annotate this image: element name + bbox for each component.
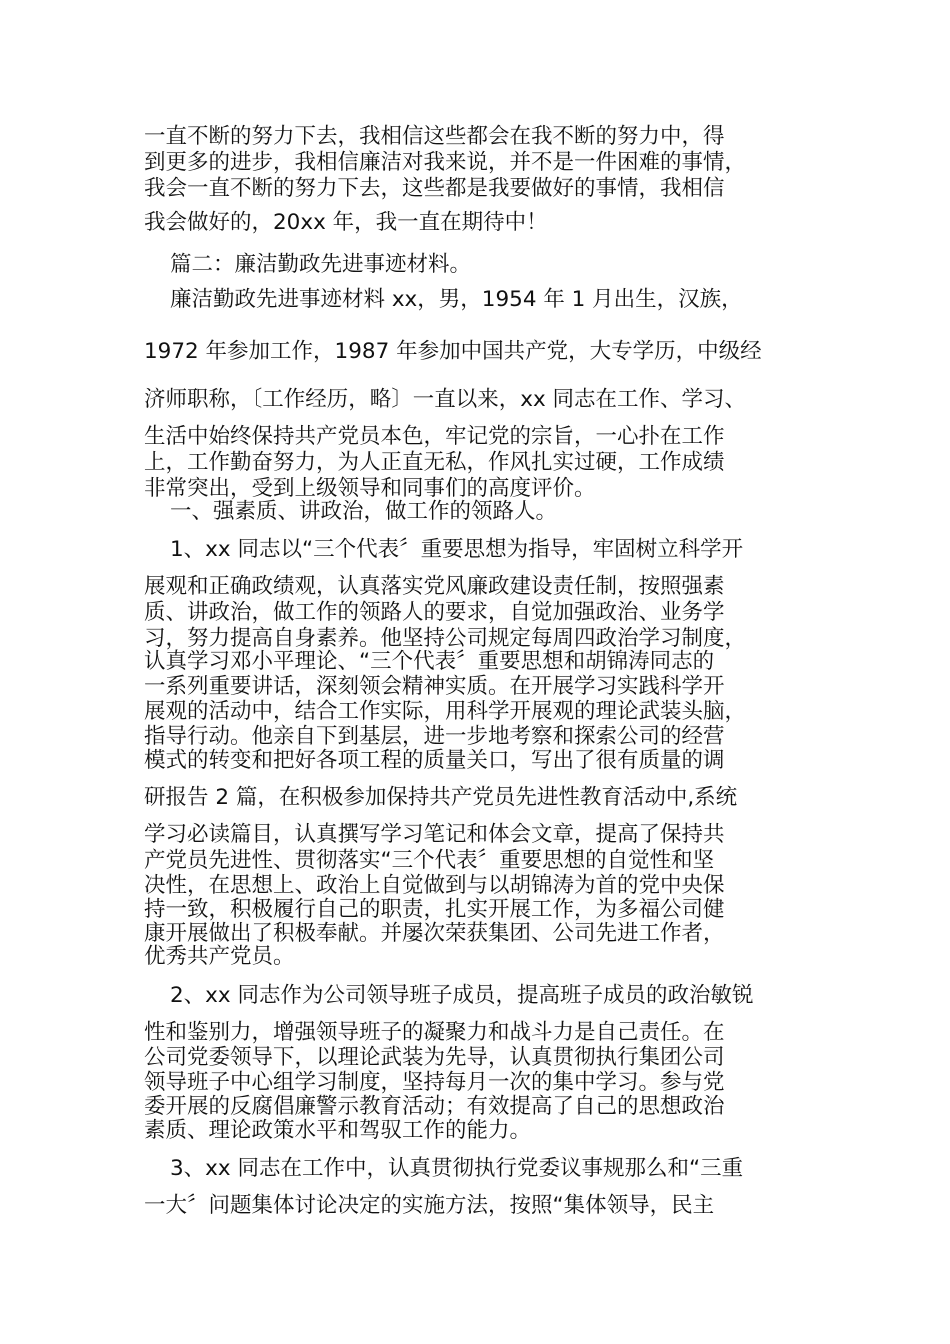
text-line: 展观和正确政绩观，认真落实党风廉政建设责任制，按照强素 <box>144 574 725 599</box>
text-line: 一直不断的努力下去，我相信这些都会在我不断的努力中，得 <box>144 124 725 149</box>
text-line: 素质、理论政策水平和驾驭工作的能力。 <box>144 1118 532 1143</box>
text-line: 到更多的进步，我相信廉洁对我来说，并不是一件困难的事情， <box>144 150 747 175</box>
text-line: 展观的活动中，结合工作实际，用科学开展观的理论武装头脑， <box>144 699 747 724</box>
text-line: 1、xx 同志以“三个代表〞重要思想为指导，牢固树立科学开 <box>170 537 744 562</box>
text-line: 1972 年参加工作，1987 年参加中国共产党，大专学历，中级经 <box>144 339 762 364</box>
text-line: 生活中始终保持共产党员本色，牢记党的宗旨，一心扑在工作 <box>144 424 725 449</box>
text-line: 研报告 2 篇，在积极参加保持共产党员先进性教育活动中,系统 <box>144 785 738 810</box>
text-line: 决性，在思想上、政治上自觉做到与以胡锦涛为首的党中央保 <box>144 873 725 898</box>
text-line: 我会一直不断的努力下去，这些都是我要做好的事情，我相信 <box>144 176 725 201</box>
text-line: 一系列重要讲话，深刻领会精神实质。在开展学习实践科学开 <box>144 674 725 699</box>
text-line: 2、xx 同志作为公司领导班子成员，提高班子成员的政治敏锐 <box>170 983 754 1008</box>
text-line: 我会做好的，20xx 年，我一直在期待中！ <box>144 210 548 235</box>
text-line: 产党员先进性、贯彻落实“三个代表〞重要思想的自觉性和坚 <box>144 848 715 873</box>
text-line: 康开展做出了积极奉献。并屡次荣获集团、公司先进工作者， <box>144 921 725 946</box>
text-line: 非常突出，受到上级领导和同事们的高度评价。 <box>144 476 596 501</box>
text-line: 学习必读篇目，认真撰写学习笔记和体会文章，提高了保持共 <box>144 822 725 847</box>
section-heading: 一、强素质、讲政治，做工作的领路人。 <box>170 499 558 524</box>
text-line: 质、讲政治，做工作的领路人的要求，自觉加强政治、业务学 <box>144 600 725 625</box>
text-line: 持一致，积极履行自己的职责，扎实开展工作，为多福公司健 <box>144 897 725 922</box>
text-line: 习，努力提高自身素养。他坚持公司规定每周四政治学习制度， <box>144 626 747 651</box>
text-line: 模式的转变和把好各项工程的质量关口，写出了很有质量的调 <box>144 748 725 773</box>
text-line: 性和鉴别力，增强领导班子的凝聚力和战斗力是自己责任。在 <box>144 1020 725 1045</box>
text-line: 领导班子中心组学习制度，坚持每月一次的集中学习。参与党 <box>144 1070 725 1095</box>
section-heading: 篇二：廉洁勤政先进事迹材料。 <box>170 252 472 277</box>
text-line: 认真学习邓小平理论、“三个代表〞重要思想和胡锦涛同志的 <box>144 649 715 674</box>
text-line: 一大〞问题集体讨论决定的实施方法，按照“集体领导，民主 <box>144 1193 715 1218</box>
text-line: 优秀共产党员。 <box>144 944 295 969</box>
text-line: 济师职称，〔工作经历，略〕一直以来，xx 同志在工作、学习、 <box>144 387 747 412</box>
text-line: 公司党委领导下，以理论武装为先导，认真贯彻执行集团公司 <box>144 1045 725 1070</box>
text-line: 委开展的反腐倡廉警示教育活动；有效提高了自己的思想政治 <box>144 1094 725 1119</box>
text-line: 指导行动。他亲自下到基层，进一步地考察和探索公司的经营 <box>144 724 725 749</box>
text-line: 上，工作勤奋努力，为人正直无私，作风扎实过硬，工作成绩 <box>144 450 725 475</box>
text-line: 3、xx 同志在工作中，认真贯彻执行党委议事规那么和“三重 <box>170 1156 744 1181</box>
text-line: 廉洁勤政先进事迹材料 xx，男，1954 年 1 月出生，汉族， <box>170 287 743 312</box>
